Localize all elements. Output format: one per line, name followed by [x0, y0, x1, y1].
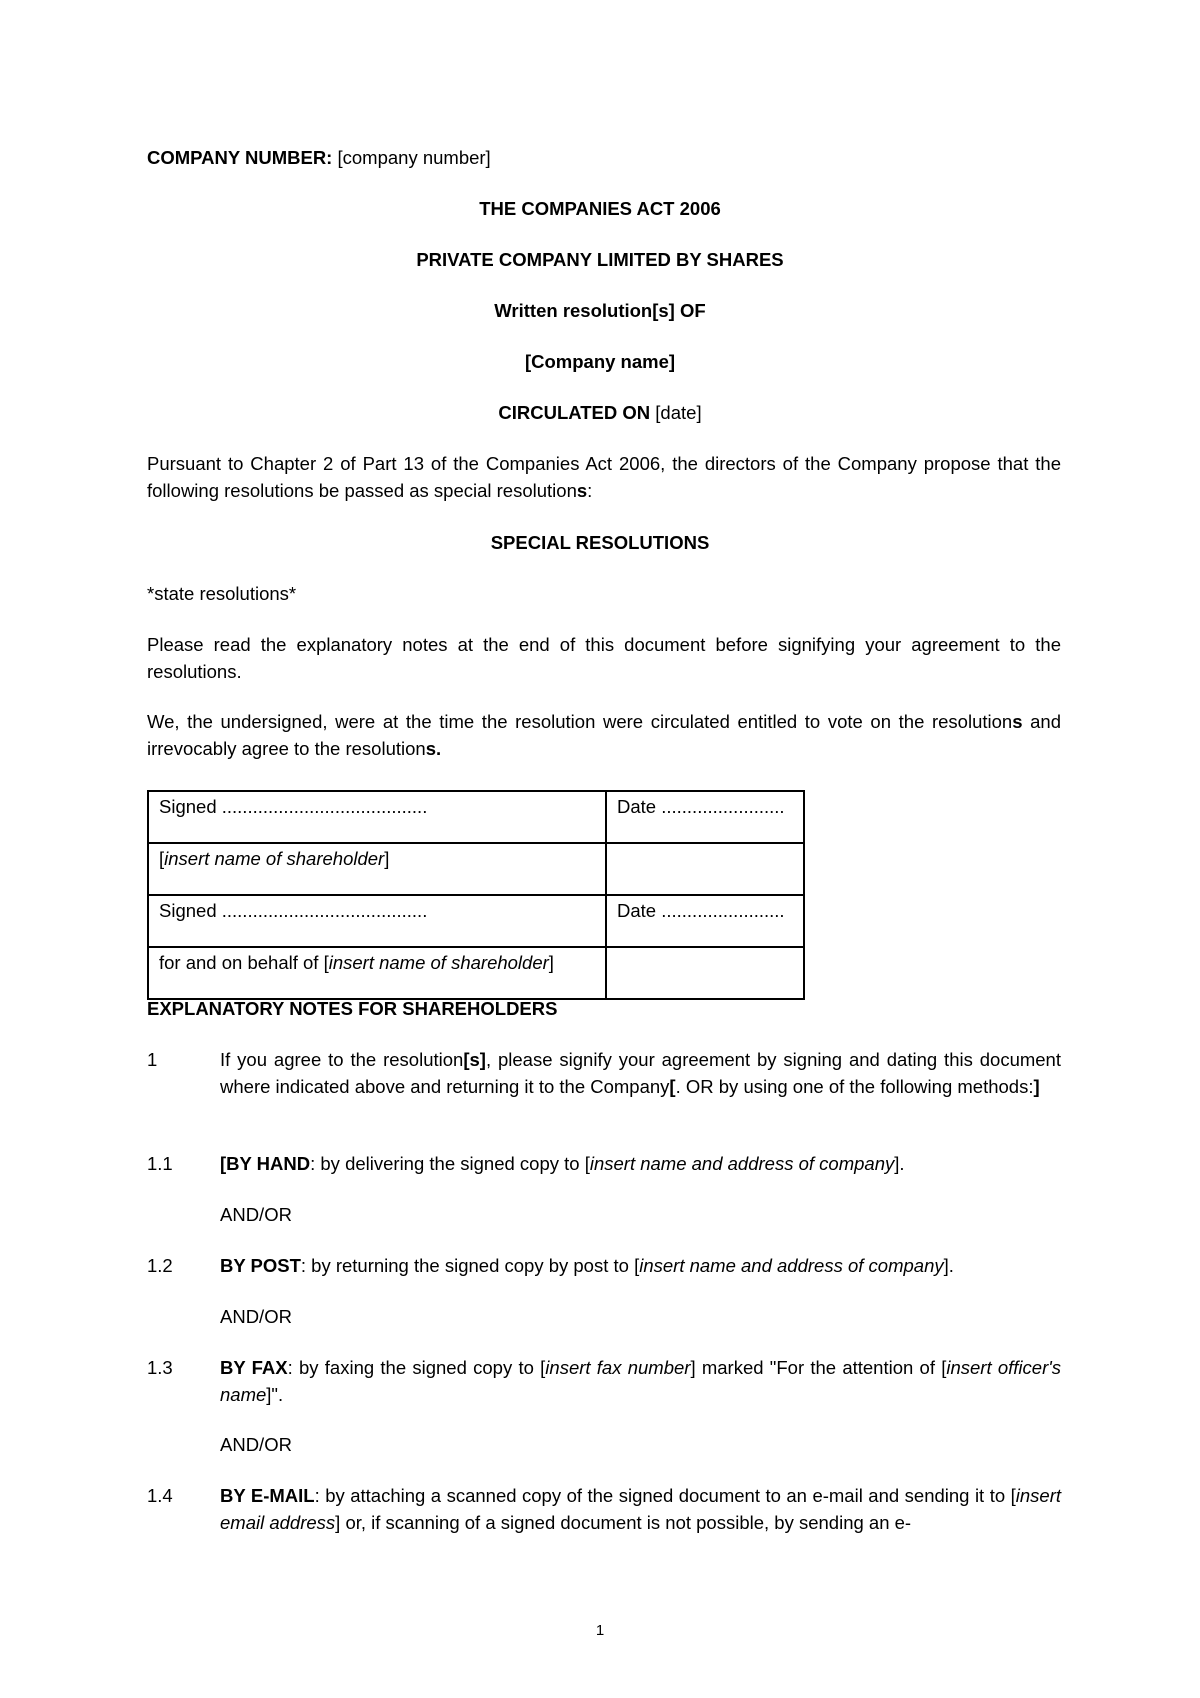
text: : by delivering the signed copy to [	[310, 1153, 590, 1174]
resolutions-placeholder: *state resolutions*	[147, 583, 297, 604]
undersigned-bold-s-end: s.	[425, 737, 442, 759]
text: ] or, if scanning of a signed document is not possible, by sending an e-	[335, 1511, 912, 1533]
table-row	[148, 843, 804, 895]
text: ] marked "For the attention of [	[690, 1357, 947, 1378]
intro-end: :	[587, 479, 593, 501]
and-or-2: AND/OR	[220, 1306, 292, 1327]
circulated-line	[0, 400, 1200, 426]
text: ]".	[266, 1383, 284, 1405]
intro-text: Pursuant to Chapter 2 of Part 13 of the Companies Act 2006, the directors of the Company propose that the following resolutions be passed as special resolution	[147, 453, 1061, 501]
item-number: 1.2	[147, 1255, 173, 1276]
company-number-label: COMPANY NUMBER:	[147, 147, 333, 168]
bold-text: BY E-MAIL	[220, 1485, 315, 1506]
company-type: PRIVATE COMPANY LIMITED BY SHARES	[416, 249, 784, 270]
italic-placeholder: insert name and address of company	[589, 1153, 895, 1174]
item-number: 1	[147, 1049, 158, 1070]
bracket: ]	[548, 952, 554, 973]
bold-text: [BY HAND	[220, 1153, 311, 1174]
italic-placeholder: insert fax number	[545, 1357, 691, 1378]
shareholder-name-cell[interactable]	[148, 843, 606, 895]
date-cell-1[interactable]: Date ........................	[606, 791, 804, 843]
text: If you agree to the resolution	[220, 1049, 464, 1070]
italic-placeholder: insert officer's name	[220, 1357, 1062, 1405]
item-number: 1.3	[147, 1357, 173, 1378]
item-number: 1.4	[147, 1485, 173, 1506]
table-row	[148, 947, 804, 999]
read-notes-paragraph: Please read the explanatory notes at the end of this document before signifying your agreement to the resolutions.	[147, 634, 1061, 682]
item-number: 1.1	[147, 1153, 173, 1174]
resolution-title: Written resolution[s] OF	[494, 300, 706, 321]
item-1-2-text	[220, 1253, 1061, 1280]
empty-cell	[606, 947, 804, 999]
company-name: [Company name]	[524, 351, 676, 372]
special-resolutions-heading: SPECIAL RESOLUTIONS	[490, 532, 710, 553]
empty-cell	[606, 843, 804, 895]
shareholder-name-placeholder: insert name of shareholder	[164, 848, 385, 869]
and-or-1: AND/OR	[220, 1204, 292, 1225]
page-number: 1	[595, 1622, 605, 1639]
circulated-label: CIRCULATED ON	[498, 402, 651, 423]
undersigned-text: We, the undersigned, were at the time the resolution were circulated entitled to vote on the resolution	[147, 711, 1013, 732]
table-row	[148, 895, 804, 947]
item-1-text	[220, 1047, 1061, 1100]
bold-text: BY FAX	[220, 1357, 288, 1378]
signed-cell-1[interactable]: Signed ........................................	[148, 791, 606, 843]
bold-text: BY POST	[220, 1255, 301, 1276]
company-number-value: [company number]	[337, 147, 491, 168]
text: : by returning the signed copy by post to [	[300, 1255, 640, 1276]
circulated-value: [date]	[655, 402, 702, 423]
item-1-1-text	[220, 1151, 1061, 1178]
text: , please signify your agreement by signing and dating this document where indicated above and returning it to the Company	[220, 1049, 1061, 1097]
text: : by attaching a scanned copy of the signed document to an e-mail and sending it to [	[314, 1485, 1016, 1506]
text: ].	[894, 1153, 905, 1174]
bold-text: ]	[1033, 1075, 1040, 1097]
text: . OR by using one of the following methods:	[675, 1075, 1034, 1097]
on-behalf-cell[interactable]	[148, 947, 606, 999]
italic-placeholder: insert email address	[220, 1485, 1061, 1533]
bracket: [	[159, 848, 165, 869]
undersigned-bold-s: s	[1012, 711, 1023, 732]
text: : by faxing the signed copy to [	[287, 1357, 546, 1378]
bracket: ]	[384, 848, 390, 869]
company-number-line	[147, 145, 491, 171]
explanatory-notes-heading: EXPLANATORY NOTES FOR SHAREHOLDERS	[147, 998, 558, 1019]
bold-text: [	[669, 1075, 676, 1097]
intro-paragraph	[147, 451, 1061, 504]
intro-bold-s: s	[576, 479, 588, 501]
table-row	[148, 791, 804, 843]
on-behalf-prefix: for and on behalf of [	[159, 952, 329, 973]
item-1-3-text	[220, 1355, 1061, 1408]
item-1-4-text	[220, 1483, 1061, 1536]
text: ].	[943, 1255, 954, 1276]
bold-text: [s]	[463, 1049, 486, 1070]
signature-table	[147, 790, 805, 1000]
signed-cell-2[interactable]: Signed ........................................	[148, 895, 606, 947]
italic-placeholder: insert name and address of company	[639, 1255, 944, 1276]
date-cell-2[interactable]: Date ........................	[606, 895, 804, 947]
undersigned-text-2: and irrevocably agree to the resolution	[147, 711, 1061, 759]
on-behalf-placeholder: insert name of shareholder	[328, 952, 549, 973]
undersigned-paragraph	[147, 709, 1061, 762]
and-or-3: AND/OR	[220, 1434, 292, 1455]
act-title: THE COMPANIES ACT 2006	[479, 198, 721, 219]
